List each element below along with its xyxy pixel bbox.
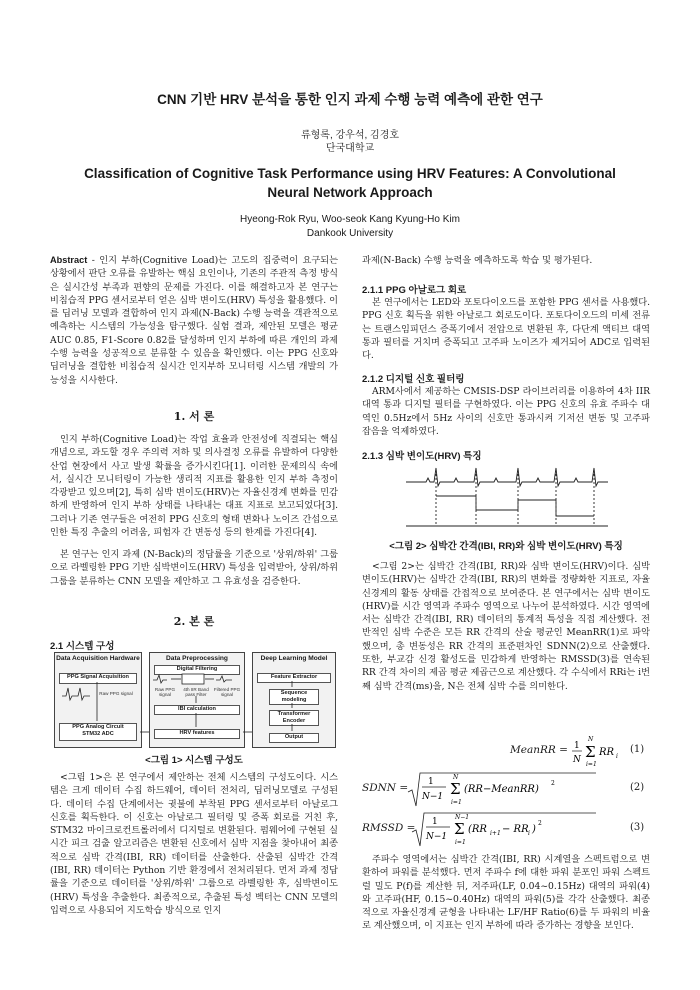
title-english-line2: Neural Network Approach — [267, 185, 433, 200]
eq3-formula — [410, 810, 602, 850]
section-2-1-3-heading: 2.1.3 심박 변이도(HRV) 특징 — [362, 451, 482, 462]
digital-filter-paragraph: ARM사에서 제공하는 CMSIS-DSP 라이브러리를 이용하여 4차 IIR 대역 통과 디지털 필터를 구현하였다. 이는 PPG 신호의 유효 주파수 대역인 0.5Hz에서 5Hz 사이의 신호만 통과시켜 기저선 변동 및 고주파 잡음을 억제하였다. — [362, 386, 650, 437]
section-2-heading: 2. 본 론 — [173, 615, 215, 628]
abstract-label: Abstract — [50, 255, 88, 265]
eq1-number: (1) — [630, 744, 645, 755]
paper-title-english — [0, 164, 700, 202]
section-2-1-2-heading: 2.1.2 디지털 신호 필터링 — [362, 374, 465, 385]
label-iir-filter: 4th IIR Band pass Filter — [183, 687, 209, 697]
svg-text:− RR: − RR — [502, 824, 529, 835]
system-description: <그림 1>은 본 연구에서 제안하는 전체 시스템의 구성도이다. 시스템은 크게 데이터 수집 하드웨어, 데이터 전처리, 딥러닝모델로 구성된다. 데이터 수집 단계에서는 귓불에 부착된 PPG 센서로부터 아날로그 신호를 획득한다. 이 신호는 아날로그 필터링 및 증폭 회로를 거친 후, STM32 마이크로컨트롤러에서 디지털로 변환된다. 펌웨어에 구현된 실시간 피크 검출 알고리즘은 변환된 신호에서 심박 지점을 찾아내어 최종적으로 심박 간격(IBI, RR) 데이터를 산출한다. 산출된 심박간 간격(IBI, RR) 데이터는 Python 기반 환경에서 전처리된다. 먼저 과제 정답률을 기준으로 데이터를 '상위/하위' 그룹으로 라벨링한 후, 심박변이도(HRV) 특성을 추출한다. 최종적으로, 추출된 특성 벡터는 CNN 모델의 입력으로 사용되어 지도학습 방식으로 인지 — [50, 772, 338, 916]
svg-text:N: N — [453, 774, 459, 781]
svg-text:i: i — [616, 753, 618, 760]
box-data-acquisition-title: Data Acquisition Hardware — [56, 655, 140, 662]
affiliation-english: Dankook University — [306, 228, 394, 239]
block-ibi-calculation: IBI calculation — [154, 705, 240, 715]
svg-text:1: 1 — [432, 817, 438, 827]
iir-filter-block — [182, 674, 204, 684]
abstract-text: - 인지 부하(Cognitive Load)는 고도의 집중력이 요구되는 상황에서 판단 오류를 유발하는 핵심 요인이나, 기존의 주관적 측정 방식은 실시간성 부족과 편향의 문제를 가진다. 이를 해결하고자 본 연구는 비침습적 PPG 센서로부터 얻은 심박 변이도(HRV) 특성을 활용했다. 이를 딥러닝 모델과 결합하여 인지 과제(N-Back) 수행 능력을 객관적으로 예측하는 시스템의 가능성을 탐구했다. 실험 결과, 제안된 모델은 평균 AUC 0.85, F1-Score 0.82를 달성하며 인지 부하에 따른 개인의 과제 수행 능력을 성공적으로 분류할 수 있음을 확인했다. 이는 PPG 신호와 딥러닝을 결합한 비침습적 실시간 인지부하 모니터링 시스템 개발의 가능성을 시사한다. — [50, 255, 338, 386]
paper-title-korean: CNN 기반 HRV 분석을 통한 인지 과제 수행 능력 예측에 관한 연구 — [157, 92, 543, 107]
figure-2-caption: <그림 2> 심박간 간격(IBI, RR)와 심박 변이도(HRV) 특징 — [389, 541, 623, 552]
system-diagram — [54, 652, 336, 748]
hrv-time-domain-paragraph: <그림 2>는 심박간 간격(IBI, RR)와 심박 변이도(HRV)이다. 심박 변이도(HRV)는 심박간 간격(IBI, RR)의 변화를 정량화한 지표로, 자율신경계의 활동 상태를 간접적으로 보여준다. 본 연구에서는 심박 변이도(HRV)를 시간 영역과 주파수 영역으로 나누어 분석하였다. 시간 영역에서는 심박간 간격(IBI, RR) 데이터의 통계적 특성을 직접 계산했다. 전반적인 심박 수준은 모든 RR 간격의 산술 평균인 MeanRR(1)로 파악했으며, 총 변동성은 RR 간격의 표준편차인 SDNN(2)으로 산출했다. 또한, 부교감 신경 활성도를 민감하게 반영하는 RMSSD(3)를 연속된 RR 간격 차이의 제곱 평균 제곱근으로 계산했다. 각 수식에서 RRi는 i번째 심박 간격(ms)을, N은 전체 심박 수를 의미한다. — [362, 561, 650, 692]
figure-1-caption: <그림 1> 시스템 구성도 — [145, 755, 243, 766]
block-ppg-signal: PPG Signal Acquisition — [59, 673, 137, 684]
intro-paragraph-1: 인지 부하(Cognitive Load)는 작업 효율과 안전성에 직결되는 핵심 개념으로, 과도할 경우 주의력 저하 및 의사결정 오류를 유발하여 다양한 산업 현장에서 사고 발생 확률을 증가시킨다[1]. 이러한 문제의식 속에서, 실시간 모니터링이 가능한 생리적 지표를 활용한 인지 부하 측정이 각광받고 있으며[2], 특히 심박 변이도(HRV)는 자율신경계 변화를 민감하게 반영하여 인지 부하 상태를 나타내는 대표 지표로 보고되었다[3]. 그러나 기존 연구들은 여전히 PPG 신호의 형태 변화나 노이즈 간섭으로 인한 특징 추출의 어려움, 피험자 간 변동성 등의 한계를 가진다[4]. — [50, 434, 338, 539]
affiliation-korean: 단국대학교 — [325, 143, 375, 154]
svg-text:N: N — [588, 736, 594, 743]
svg-text:1: 1 — [428, 777, 434, 787]
authors-english: Hyeong-Rok Ryu, Woo-seok Kang Kyung-Ho Kim — [240, 214, 460, 225]
block-transformer-encoder: Transformer Encoder — [269, 710, 319, 726]
raw-waveform-2 — [153, 675, 167, 683]
svg-text:Σ: Σ — [450, 780, 461, 798]
filtered-waveform — [216, 676, 232, 682]
svg-text:2: 2 — [551, 780, 555, 787]
eq2-number: (2) — [630, 782, 645, 793]
eq1-lhs: MeanRR = — [510, 744, 568, 756]
svg-text:i+1: i+1 — [490, 830, 501, 837]
stm32-label: STM32 ADC — [82, 730, 114, 737]
svg-text:Σ: Σ — [585, 743, 596, 761]
block-sequence-modeling: Sequence modeling — [269, 689, 319, 705]
abstract — [50, 254, 338, 387]
svg-text:i=1: i=1 — [586, 761, 597, 768]
box-deep-learning-title: Deep Learning Model — [260, 655, 328, 662]
title-english-line1: Classification of Cognitive Task Performance using HRV Features: A Convolutional — [84, 166, 616, 181]
svg-text:Σ: Σ — [454, 820, 465, 838]
rr-interval-trace — [436, 496, 594, 516]
svg-text:N−1: N−1 — [455, 814, 470, 821]
diagram-connectors — [54, 652, 336, 748]
block-digital-filtering: Digital Filtering — [154, 665, 240, 675]
section-2-1-heading: 2.1 시스템 구성 — [50, 641, 115, 652]
hrv-frequency-domain-paragraph: 주파수 영역에서는 심박간 간격(IBI, RR) 시계열을 스펙트럼으로 변환하여 파워를 분석했다. 먼저 주파수 f에 대한 파워 분포인 파워 스펙트럴 밀도 P(f)를 계산한 뒤, 저주파(LF, 0.04~0.15Hz) 대역의 파워(4)와 고주파(HF, 0.15~0.40Hz) 대역의 파워(5)를 각각 산출했다. 최종적으로 자율신경계 균형을 나타내는 LF/HF Ratio(6)를 두 파워의 비율로 계산했으며, 이 지표는 인지 부하에 따라 증가하는 경향을 보인다. — [362, 854, 650, 932]
svg-text:i: i — [528, 830, 530, 837]
svg-text:1: 1 — [574, 741, 580, 751]
right-paragraph-0: 과제(N-Back) 수행 능력을 예측하도록 학습 및 평가된다. — [362, 255, 593, 266]
equation-1 — [362, 734, 650, 770]
raw-ppg-waveform — [62, 688, 90, 700]
equation-3 — [362, 810, 650, 850]
block-output: Output — [269, 733, 319, 743]
ppg-analog-label: PPG Analog Circuit — [72, 724, 124, 730]
svg-text:N−1: N−1 — [426, 832, 448, 842]
label-filtered-ppg: Filtered PPG signal — [213, 687, 241, 697]
label-raw-ppg: Raw PPG signal — [99, 691, 133, 696]
block-hrv-features: HRV features — [154, 729, 240, 739]
eq3-number: (3) — [630, 822, 645, 833]
equation-2 — [362, 770, 650, 810]
authors-korean: 류형록, 강우석, 김경호 — [300, 130, 400, 141]
eq3-lhs: RMSSD = — [362, 822, 416, 834]
eq1-formula — [572, 734, 632, 768]
svg-text:): ) — [532, 824, 536, 835]
section-1-heading: 1. 서 론 — [173, 410, 215, 423]
ibi-hrv-figure — [404, 466, 610, 530]
eq2-lhs: SDNN = — [362, 782, 409, 794]
svg-text:RR: RR — [599, 747, 615, 758]
svg-text:N−1: N−1 — [422, 792, 444, 802]
box-data-preprocessing-title: Data Preprocessing — [166, 655, 228, 662]
svg-text:i=1: i=1 — [451, 799, 462, 806]
svg-text:(RR−MeanRR): (RR−MeanRR) — [464, 784, 539, 795]
block-feature-extractor: Feature Extractor — [257, 673, 331, 683]
intro-paragraph-2: 본 연구는 인지 과제 (N-Back)의 정답률을 기준으로 '상위/하위' 그룹으로 라벨링한 PPG 기반 심박변이도(HRV) 특성을 입력받아, 상위/하위 그룹을 분류하는 CNN 모델을 제안하고 그 유효성을 검증한다. — [50, 549, 338, 587]
svg-text:(RR: (RR — [468, 824, 487, 835]
svg-text:i=1: i=1 — [455, 839, 466, 846]
label-raw-ppg-2: Raw PPG signal — [154, 687, 176, 697]
analog-circuit-paragraph: 본 연구에서는 LED와 포토다이오드를 포함한 PPG 센서를 사용했다. PPG 신호 획득을 위한 아날로그 회로도이다. 포토다이오드의 미세 전류는 트랜스임피던스 증폭기에서 전압으로 변환된 후, 다단계 액티브 대역 통과 필터를 거치며 증폭되고 고주파 노이즈가 제거되어 ADC로 입력된다. — [362, 297, 650, 362]
svg-text:N: N — [573, 755, 581, 765]
eq2-formula — [406, 770, 602, 810]
section-2-1-1-heading: 2.1.1 PPG 아날로그 회로 — [362, 285, 467, 296]
svg-text:2: 2 — [538, 820, 542, 827]
